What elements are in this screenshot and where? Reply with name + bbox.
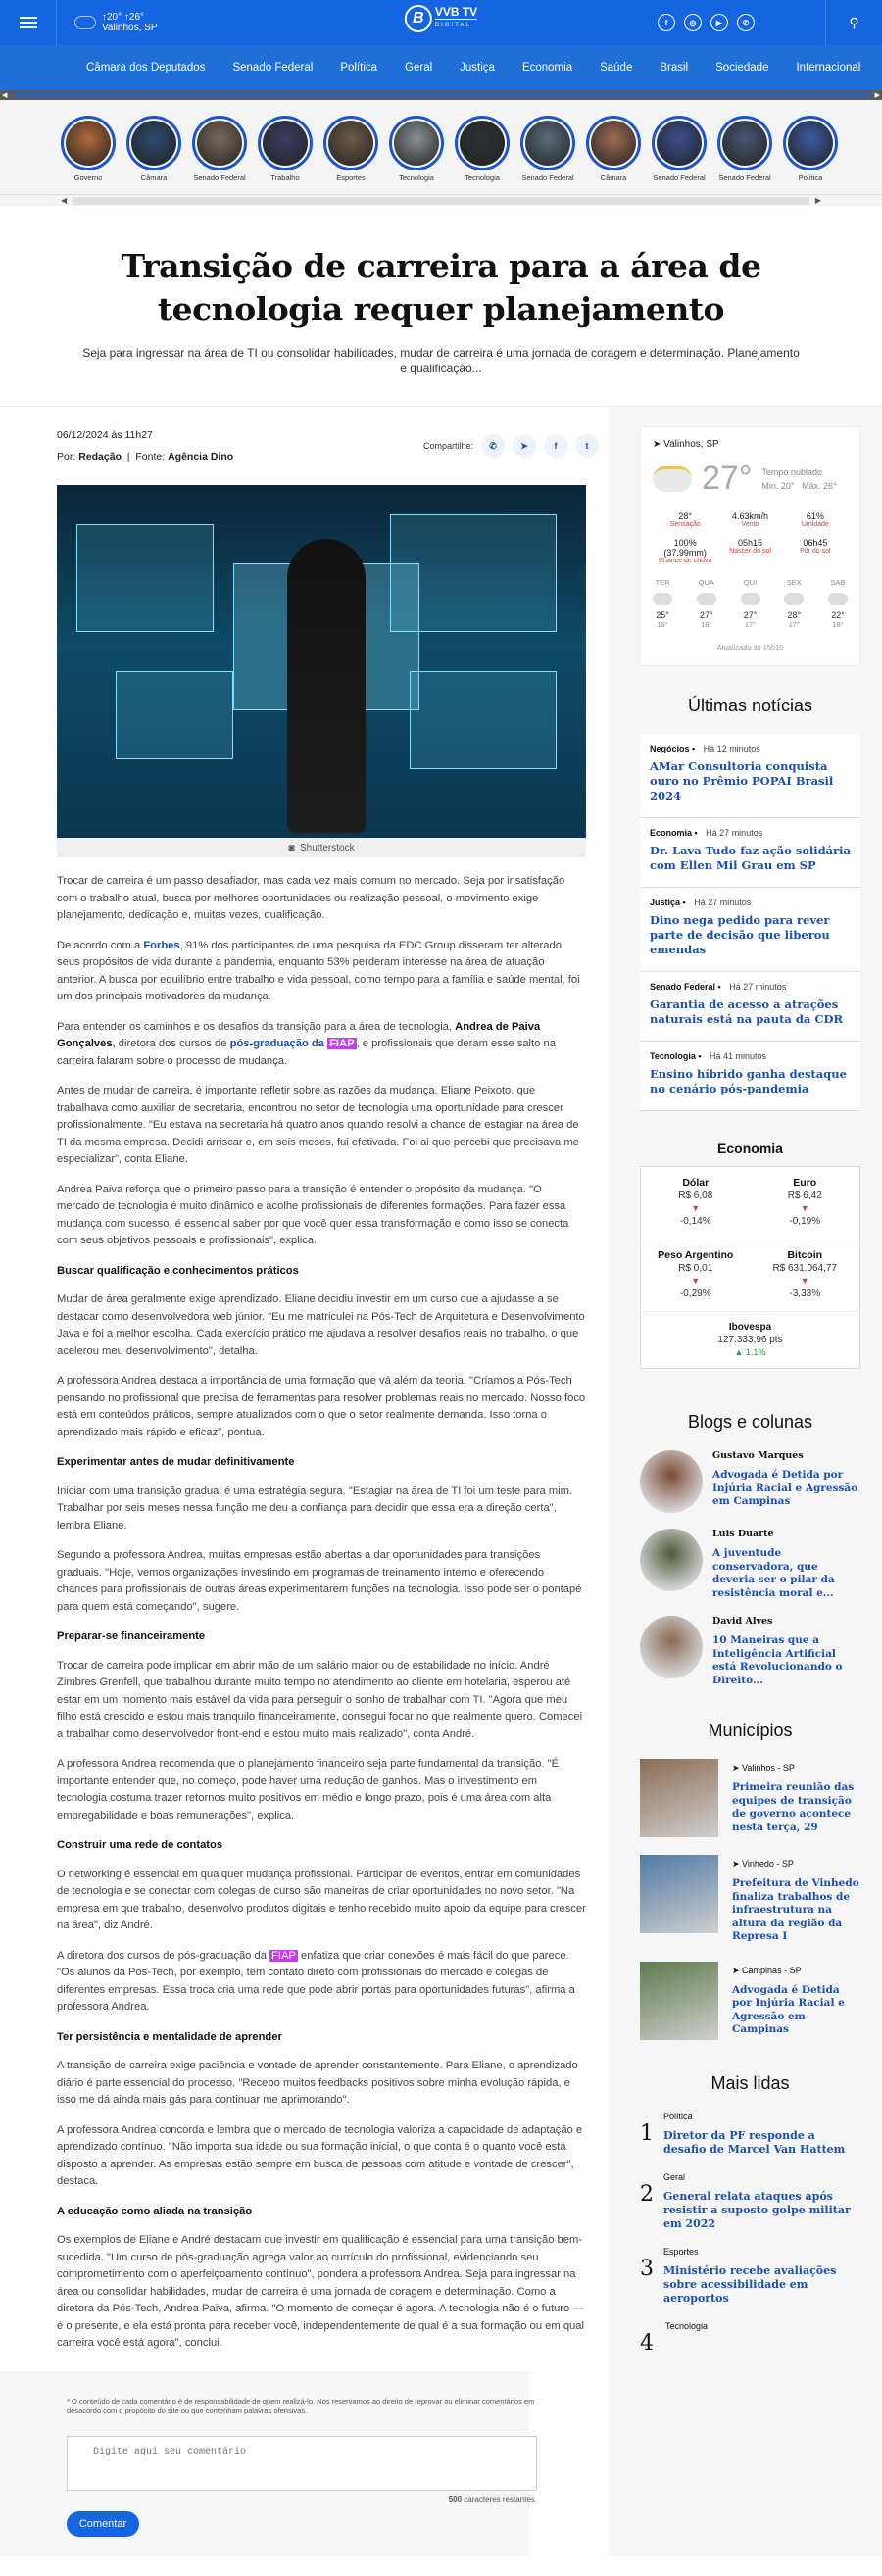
- forecast-day: [784, 578, 804, 629]
- article-image: [57, 485, 586, 838]
- ibovespa-name: Ibovespa: [728, 1322, 772, 1333]
- camera-icon: ◙: [288, 842, 300, 853]
- forecast-day: [653, 578, 672, 629]
- top-header: [0, 0, 882, 45]
- story-item[interactable]: [783, 116, 838, 194]
- news-title[interactable]: Dr. Lava Tudo faz ação solidária com Ellen Mil Grau em SP: [650, 844, 852, 872]
- nav-item[interactable]: Câmara dos Deputados: [86, 62, 206, 73]
- fiap-highlight: FIAP: [271, 1949, 296, 1962]
- currency-value: R$ 6,42: [787, 1191, 822, 1201]
- weather-stat-value: 28°: [678, 511, 692, 521]
- avatar: [640, 1616, 703, 1678]
- most-read-category: Tecnologia: [665, 2320, 709, 2331]
- nav-item[interactable]: Justiça: [460, 62, 495, 73]
- news-title[interactable]: Garantia de acesso a atrações naturais está na pauta da CDR: [650, 997, 844, 1026]
- telegram-share-icon[interactable]: ➤: [513, 434, 536, 458]
- story-item[interactable]: [126, 116, 181, 194]
- rank-number: 3: [640, 2256, 654, 2281]
- most-read-category: Esportes: [663, 2246, 699, 2257]
- weather-desc: Tempo nublado: [761, 466, 822, 477]
- section-heading: A educação como aliada na transição: [57, 2205, 253, 2217]
- comments-notice: * O conteúdo de cada comentário é de responsabilidade de quem realizá-lo. Nos reservamos ao direito de reprovar ou eliminar comentários em desacordo com o propósito do site ou que contenham palavras ofensivas.: [67, 2396, 535, 2415]
- rank-number: 1: [640, 2120, 654, 2146]
- scroll-thumb[interactable]: [13, 92, 868, 98]
- avatar: [640, 1450, 703, 1513]
- forecast-low: 18°: [832, 620, 844, 629]
- facebook-share-icon[interactable]: f: [544, 434, 567, 458]
- municipios-title: Municípios: [708, 1721, 793, 1740]
- currency-value: R$ 6,08: [678, 1191, 713, 1201]
- story-label: Senado Federal: [653, 173, 706, 182]
- news-category: Tecnologia • Há 41 minutos: [650, 1051, 767, 1061]
- blog-item[interactable]: [640, 1616, 860, 1687]
- section-heading: Buscar qualificação e conhecimentos práticos: [57, 1264, 299, 1277]
- paragraph: A diretora dos cursos de pós-graduação da FIAP enfatiza que criar conexões é mais fácil do que parece. "Os alunos da Pós-Tech, por exemplo, têm contato direto com profissionais do mercado e colegas de diferentes empresas. Essa troca cria uma rede que pode abrir portas para oportunidades futuras", afirma a professora Andrea.: [57, 1949, 575, 2013]
- story-avatar: [323, 116, 378, 170]
- story-avatar: [783, 116, 838, 170]
- paragraph: A professora Andrea destaca a importância de uma formação que vá além da teoria. "Criamos a Pós-Tech pensando no profissional que precisa de ferramentas para resolver problemas reais no mercado. Nosso foco está em conteúdos práticos, sempre atualizados com o que o setor realmente demanda. Isso torna o aprendizado mais rápido e eficaz", pontua.: [57, 1375, 586, 1438]
- location-icon: ➤: [732, 1763, 743, 1773]
- currency-change: ▼ -0,29%: [679, 1276, 711, 1299]
- forecast-day-name: QUI: [743, 578, 758, 587]
- rank-number: 4: [640, 2330, 654, 2356]
- weather-stat: [653, 511, 717, 528]
- paragraph: O networking é essencial em qualquer mudança profissional. Participar de eventos, entrar em comunidades de tecnologia e se conectar com colegas de curso são maneiras de criar oportunidades no novo setor. "Na empresa em que trabalho, desenvolvo produtos digitais e tenho recebido muito apoio da equipe para crescer na área", diz André.: [57, 1868, 586, 1931]
- forecast-high: 25°: [656, 610, 669, 620]
- logo-sub: DIGITAL: [435, 19, 477, 31]
- most-read-item[interactable]: [640, 2321, 860, 2356]
- economy-widget: [640, 1166, 860, 1369]
- blog-title[interactable]: 10 Maneiras que a Inteligência Artificial está Revolucionando o Direito...: [712, 1634, 843, 1686]
- section-heading: Ter persistência e mentalidade de aprender: [57, 2030, 282, 2043]
- blog-title[interactable]: A juventude conservadora, que deveria ser o pilar da resistência moral e...: [712, 1547, 835, 1599]
- search-icon: ⚲: [849, 14, 859, 30]
- weather-forecast: [653, 578, 848, 629]
- story-avatar: [652, 116, 707, 170]
- currency-item: [641, 1239, 751, 1312]
- most-read-item[interactable]: [640, 2172, 860, 2231]
- paragraph: Para entender os caminhos e os desafios da transição para a área de tecnologia, Andrea de Paiva Gonçalves, diretora dos cursos de pós-graduação da FIAP , e profissionais que deram esse salto na carreira falaram sobre o processo de mudança.: [57, 1020, 556, 1067]
- location-icon: ➤: [732, 1859, 743, 1869]
- forecast-high: 28°: [787, 610, 802, 620]
- blogs-list: [640, 1450, 860, 1687]
- rank-number: 2: [640, 2181, 654, 2207]
- forecast-low: 19°: [657, 620, 668, 629]
- whatsapp-icon[interactable]: ✆: [737, 14, 755, 31]
- news-title[interactable]: AMar Consultoria conquista ouro no Prêmio POPAI Brasil 2024: [650, 759, 834, 802]
- forecast-low: 17°: [788, 620, 800, 629]
- menu-button[interactable]: [0, 0, 57, 45]
- story-avatar: [61, 116, 116, 170]
- nav-item[interactable]: Brasil: [660, 62, 689, 73]
- story-label: Tecnologia: [399, 173, 434, 182]
- weather-stat-value: 4.63km/h: [731, 511, 768, 521]
- logo-main: VVB TV: [434, 5, 478, 19]
- weather-stat: [783, 538, 848, 564]
- story-item[interactable]: [258, 116, 313, 194]
- municipio-item[interactable]: [640, 1759, 860, 1837]
- ibovespa-change: ▲ 1.1%: [734, 1347, 766, 1357]
- weather-stat-label: Chance de chuva: [658, 558, 712, 564]
- hamburger-icon: [20, 14, 37, 31]
- story-avatar: [586, 116, 641, 170]
- currency-change: ▼ -0,14%: [679, 1203, 711, 1227]
- story-label: Senado Federal: [521, 173, 574, 182]
- nav-item[interactable]: Senado Federal: [232, 62, 314, 73]
- story-label: Tecnologia: [465, 173, 500, 182]
- pos-graduacao-link[interactable]: pós-graduação da FIAP: [229, 1038, 355, 1049]
- municipio-title[interactable]: Prefeitura de Vinhedo finaliza trabalhos de infraestrutura na altura da região da Represa I: [732, 1877, 859, 1942]
- nav-item[interactable]: Saúde: [600, 62, 633, 73]
- header-weather[interactable]: [74, 12, 158, 33]
- story-item[interactable]: [455, 116, 510, 194]
- nav-item[interactable]: Economia: [521, 62, 573, 73]
- story-avatar: [192, 116, 247, 170]
- story-label: Governo: [74, 173, 103, 182]
- cloud-icon: [828, 593, 848, 605]
- stories-strip: [0, 100, 882, 194]
- author-label: Por:: [57, 451, 76, 462]
- most-read-category: Geral: [663, 2171, 686, 2182]
- story-avatar: [258, 116, 313, 170]
- paragraph: Segundo a professora Andrea, muitas empresas estão abertas a dar oportunidades para transições graduais. "Hoje, vemos organizações investindo em programas de treinamento interno e oferecendo chances para profissionais de outras áreas experimentarem funções na tecnologia. Isso pode ser o pontapé para quem está começando", sugere.: [57, 1549, 582, 1613]
- forecast-day-name: QUA: [698, 578, 714, 587]
- char-counter: 500 caracteres restantes.: [448, 2494, 537, 2503]
- columnist-name: David Alves: [712, 1616, 773, 1627]
- municipio-thumbnail: [640, 1855, 718, 1933]
- currency-change: ▼ -0,19%: [789, 1203, 821, 1227]
- paragraph: Trocar de carreira pode implicar em abrir mão de um salário maior ou de estabilidade no início. André Zimbres Grenfell, que trabalhou durante muito tempo no atendimento ao cliente em hotelaria, esperou até estar em um momento mais estável da vida para perseguir o sonho de trabalhar com TI. "Agora que meu filho está crescido e estou mais tranquilo financeiramente, consegui focar no que realmente quero. Comecei a trabalhar como desenvolvedor front-end e estou muito mais realizado", conta André.: [57, 1659, 583, 1740]
- paragraph: Antes de mudar de carreira, é importante refletir sobre as razões da mudança. Eliane Peixoto, que trabalhava como auxiliar de secretaria, encontrou no setor de tecnologia uma oportunidade para crescer profissionalmente. "Eu estava na secretaria há quatro anos quando resolvi a chance de estagiar na área de TI da mesma empresa. Decidi arriscar e, em seis meses, fui efetivada. Foi ai que percebi que precisava me especializar", conta Eliane.: [57, 1085, 579, 1165]
- cloud-icon: [741, 593, 760, 605]
- news-time: Há 27 minutos: [729, 982, 787, 992]
- nav-scrollbar[interactable]: [0, 90, 882, 100]
- story-label: Trabalho: [270, 173, 300, 182]
- forbes-link[interactable]: Forbes: [143, 939, 180, 951]
- cloud-icon: [784, 593, 804, 605]
- currency-name: Bitcoin: [787, 1249, 823, 1261]
- nav-item[interactable]: Sociedade: [715, 62, 769, 73]
- news-item[interactable]: [640, 734, 860, 818]
- weather-stat-label: Sensação: [669, 521, 701, 528]
- forecast-day: [828, 578, 848, 629]
- article-meta: 06/12/2024 às 11h27 Por: Redação | Fonte: Agência Dino Compartilhe: ✆ ➤ f t: [57, 407, 609, 467]
- person-name: Andrea de Paiva Gonçalves: [57, 1020, 541, 1049]
- social-links: [658, 14, 755, 31]
- municipio-item[interactable]: [640, 1855, 860, 1944]
- weather-city: ➤ Valinhos, SP: [653, 439, 719, 450]
- youtube-icon[interactable]: ▶: [710, 14, 728, 31]
- logo-mark: B: [405, 5, 432, 32]
- ibovespa-value: 127.333,96 pts: [717, 1335, 783, 1345]
- paragraph: A professora Andrea concorda e lembra que o mercado de tecnologia valoriza a capacidade de adaptação e aprendizado contínuo. "Não importa sua idade ou sua formação inicial, o que conta é o quanto você está disposto a aprender. As empresas estão sempre em busca de pessoas com atitude e vontade de crescer", destaca.: [57, 2123, 583, 2187]
- story-avatar: [520, 116, 575, 170]
- municipio-title[interactable]: Advogada é Detida por Injúria Racial e Agressão em Campinas: [732, 1983, 845, 2035]
- weather-updated: Atualizado às 15h10: [716, 643, 784, 652]
- weather-stats: [653, 511, 848, 564]
- news-time: Há 41 minutos: [710, 1051, 767, 1061]
- currency-value: R$ 631.064,77: [772, 1263, 838, 1274]
- news-category: Economia • Há 27 minutos: [650, 828, 763, 838]
- blog-item[interactable]: [640, 1450, 860, 1513]
- weather-stat-label: Nascer do sol: [729, 548, 771, 555]
- paragraph: De acordo com a Forbes, 91% dos participantes de uma pesquisa da EDC Group disseram ter alterado seus propósitos de vida durante a pandemia, enquanto 53% perderam interesse na área de atuação anterior. A busca por equilíbrio entre trabalho e vida pessoal, como tempo para a família e saúde mental, foi um dos principais motivadores da mudança.: [57, 939, 580, 1002]
- stories-scrollbar[interactable]: [0, 194, 882, 206]
- story-label: Câmara: [140, 173, 168, 182]
- municipio-item[interactable]: [640, 1962, 860, 2040]
- forecast-high: 22°: [831, 610, 845, 620]
- news-category: Senado Federal • Há 27 minutos: [650, 982, 787, 992]
- municipio-location: ➤ Vinhedo - SP: [732, 1859, 794, 1869]
- currency-value: R$ 0,01: [678, 1263, 713, 1274]
- location-icon: ➤: [653, 439, 664, 450]
- location-icon: ➤: [732, 1965, 743, 1975]
- most-read-category: Política: [663, 2111, 693, 2121]
- search-button[interactable]: [825, 0, 882, 45]
- scroll-left-icon[interactable]: ◀: [61, 196, 68, 205]
- paragraph: Os exemplos de Eliane e André destacam que investir em qualificação é essencial para uma transição bem-sucedida. "Um curso de pós-graduação agrega valor ao currículo do profissional, evidenciando seu comprometimento com o aperfeiçoamento contínuo", pondera a professora Andrea. Seja para ingressar na área ou consolidar habilidades, mudar de carreira é uma jornada de coragem e determinação. Como a diretora da Pós-Tech, Andrea Paiva, afirma. "O momento de começar é agora. A tecnologia não é o futuro — é o presente, e ela está pronta para receber você, independentemente de qual é a sua formação ou em qual carreira você está agora", conclui.: [57, 2234, 584, 2349]
- news-title[interactable]: Ensino híbrido ganha destaque no cenário pós-pandemia: [650, 1067, 847, 1095]
- site-logo[interactable]: [405, 5, 477, 32]
- article-subtitle: Seja para ingressar na área de TI ou consolidar habilidades, mudar de carreira é uma jornada de coragem e determinação. Planejamento e qualificação...: [82, 346, 800, 375]
- story-label: Câmara: [600, 173, 627, 182]
- section-heading: Preparar-se financeiramente: [57, 1630, 206, 1642]
- currency-name: Peso Argentino: [658, 1249, 734, 1261]
- forecast-day-name: TER: [655, 578, 670, 587]
- comment-input[interactable]: [67, 2436, 537, 2491]
- cloud-icon: [653, 593, 672, 605]
- news-time: Há 27 minutos: [706, 828, 763, 838]
- story-label: Senado Federal: [718, 173, 771, 182]
- scroll-left-icon[interactable]: ◀: [2, 92, 8, 99]
- image-caption: [57, 838, 586, 857]
- facebook-icon[interactable]: f: [658, 14, 675, 31]
- news-item[interactable]: [640, 972, 860, 1042]
- story-item[interactable]: [323, 116, 378, 194]
- news-category: Justiça • Há 27 minutos: [650, 898, 752, 907]
- caption-text: Shutterstock: [300, 842, 355, 853]
- weather-widget: [640, 426, 860, 666]
- paragraph: Mudar de área geralmente exige aprendizado. Eliane decidiu investir em um curso que a ajudasse a se destacar como desenvolvedora web júnior. "Eu me matriculei na Pós-Tech de Arquitetura e Desenvolvimento Java e foi a melhor escolha. Cada exercício prático me ajudava a resolver desafios reais no trabalho, o que acelerou meu desenvolvimento", detalha.: [57, 1293, 585, 1357]
- municipio-location: ➤ Valinhos - SP: [732, 1763, 795, 1773]
- story-label: Senado Federal: [193, 173, 246, 182]
- weather-stat-label: Vento: [741, 521, 760, 528]
- weather-stat-value: 06h45: [803, 538, 828, 548]
- forecast-day-name: SEX: [786, 578, 802, 587]
- story-item[interactable]: [520, 116, 575, 194]
- news-time: Há 27 minutos: [694, 898, 752, 907]
- currency-item: [751, 1167, 860, 1239]
- article-column: [0, 407, 609, 2556]
- sidebar: [609, 407, 882, 2556]
- forecast-day: [741, 578, 760, 629]
- weather-stat-label: Umidade: [801, 521, 829, 528]
- municipio-location: ➤ Campinas - SP: [732, 1965, 802, 1975]
- nav-item[interactable]: Geral: [405, 62, 433, 73]
- section-heading: Experimentar antes de mudar definitivamente: [57, 1456, 295, 1468]
- weather-stat: [717, 538, 782, 564]
- header-weather-city: Valinhos, SP: [102, 23, 158, 33]
- news-time: Há 12 minutos: [703, 744, 760, 753]
- story-item[interactable]: [61, 116, 116, 194]
- story-avatar: [389, 116, 444, 170]
- municipio-title[interactable]: Primeira reunião das equipes de transição de governo acontece nesta terça, 29: [732, 1781, 855, 1833]
- story-item[interactable]: [192, 116, 247, 194]
- latest-news-list: [640, 734, 860, 1111]
- weather-temp: 27°: [702, 460, 753, 497]
- blog-title[interactable]: Advogada é Detida por Injúria Racial e Agressão em Campinas: [712, 1469, 858, 1507]
- currency-item: [641, 1167, 751, 1239]
- news-item[interactable]: [640, 888, 860, 972]
- forecast-day-name: SAB: [830, 578, 846, 587]
- columnist-name: Gustavo Marques: [712, 1450, 804, 1461]
- author-name: Redação: [78, 451, 122, 462]
- blog-item[interactable]: [640, 1529, 860, 1600]
- paragraph: A transição de carreira exige paciência e vontade de aprender constantemente. Para Eliane, o aprendizado diário é parte essencial do processo. "Recebo muitos feedbacks positivos sobre minha evolução rápida, e isso me dá ainda mais gás para continuar me aprimorando".: [57, 2060, 578, 2106]
- share-label: Compartilhe:: [422, 441, 473, 451]
- economy-title: Economia: [717, 1141, 783, 1156]
- comments-section: [0, 2372, 537, 2556]
- section-heading: Construir uma rede de contatos: [57, 1839, 223, 1851]
- currency-item: [751, 1239, 860, 1312]
- share-bar: [423, 424, 599, 467]
- avatar: [640, 1529, 703, 1591]
- most-read-title[interactable]: General relata ataques após resistir a suposto golpe militar em 2022: [663, 2189, 851, 2230]
- story-item[interactable]: [586, 116, 641, 194]
- currency-name: Dólar: [682, 1177, 710, 1189]
- forecast-low: 18°: [701, 620, 712, 629]
- blogs-title: Blogs e colunas: [687, 1412, 813, 1432]
- paragraph: Iniciar com uma transição gradual é uma estratégia segura. "Estagiar na área de TI foi um teste para mim. Trabalhar por seis meses nessa função me deu a confiança para decidir que essa era a direção certa", lembra Eliane.: [57, 1484, 573, 1531]
- news-title[interactable]: Dino nega pedido para rever parte de decisão que liberou emendas: [650, 913, 830, 956]
- municipio-thumbnail: [640, 1759, 718, 1837]
- forecast-day: [697, 578, 716, 629]
- forecast-high: 27°: [743, 610, 758, 620]
- nav-item[interactable]: Política: [340, 62, 378, 73]
- weather-stat: [783, 511, 848, 528]
- forecast-high: 27°: [699, 610, 713, 620]
- news-item[interactable]: [640, 818, 860, 888]
- cloud-icon: [697, 593, 716, 605]
- person-silhouette: [287, 539, 366, 833]
- story-item[interactable]: [717, 116, 772, 194]
- article-header: [0, 206, 882, 407]
- weather-stat-value: 61%: [806, 511, 824, 521]
- instagram-icon[interactable]: ◎: [684, 14, 702, 31]
- source-name: Agência Dino: [168, 451, 234, 462]
- most-read-title: Mais lidas: [710, 2072, 790, 2093]
- weather-min: Min. 20°: [761, 480, 795, 491]
- article-date: 06/12/2024 às 11h27: [57, 429, 153, 441]
- weather-stat-value: 100% (37.99mm): [663, 538, 707, 558]
- story-label: Política: [798, 173, 823, 182]
- nav-item[interactable]: Internacional: [796, 62, 861, 73]
- weather-max: Máx. 26°: [802, 480, 837, 491]
- story-label: Esportes: [336, 173, 366, 182]
- comment-submit-button[interactable]: Comentar: [67, 2511, 139, 2537]
- article-body: [57, 857, 586, 2353]
- story-avatar: [126, 116, 181, 170]
- story-avatar: [717, 116, 772, 170]
- article-title: Transição de carreira para a área de tecnologia requer planejamento: [121, 247, 761, 328]
- municipio-thumbnail: [640, 1962, 718, 2040]
- cloud-icon: [74, 16, 96, 29]
- scroll-track[interactable]: [73, 197, 809, 205]
- scroll-right-icon[interactable]: ▶: [874, 92, 880, 99]
- twitter-share-icon[interactable]: t: [575, 434, 599, 458]
- most-read-list: [640, 2112, 860, 2356]
- currency-name: Euro: [793, 1177, 817, 1189]
- currency-change: ▼ -3,33%: [789, 1276, 821, 1299]
- weather-stat: [717, 511, 782, 528]
- source-label: Fonte:: [135, 451, 166, 462]
- whatsapp-share-icon[interactable]: ✆: [481, 434, 505, 458]
- story-item[interactable]: [389, 116, 444, 194]
- news-category: Negócios • Há 12 minutos: [650, 744, 760, 753]
- story-item[interactable]: [652, 116, 707, 194]
- header-weather-temps: ↑20° ↑26°: [102, 12, 145, 23]
- paragraph: A professora Andrea recomenda que o planejamento financeiro seja parte fundamental da transição. "É importante entender que, no começo, pode haver uma redução de ganhos. Mas o investimento em tecnologia costuma trazer retornos muito positivos em médio e longo prazo, pois é uma área com alta empregabilidade e boas remunerações", explica.: [57, 1758, 560, 1822]
- most-read-title[interactable]: Diretor da PF responde a desafio de Marcel Van Hattem: [663, 2128, 846, 2156]
- weather-stat: [653, 538, 717, 564]
- most-read-item[interactable]: [640, 2112, 860, 2157]
- news-item[interactable]: [640, 1042, 860, 1111]
- columnist-name: Luis Duarte: [712, 1529, 774, 1539]
- story-avatar: [455, 116, 510, 170]
- cloud-sun-icon: [653, 466, 692, 492]
- paragraph: Andrea Paiva reforça que o primeiro passo para a transição é entender o propósito da mudança. "O mercado de tecnologia é muito dinâmico e acolhe profissionais de diferentes formações. Para fazer essa mudança com sucesso, é essencial saber por que você quer essa transformação e como isso se conecta com seus objetivos pessoais e profissionais", explica.: [57, 1183, 569, 1246]
- scroll-right-icon[interactable]: ▶: [814, 196, 821, 205]
- latest-news-title: Últimas notícias: [687, 696, 813, 715]
- weather-stat-value: 05h15: [737, 538, 762, 548]
- most-read-title[interactable]: Ministério recebe avaliações sobre acessibilidade em aeroportos: [663, 2263, 837, 2305]
- forecast-low: 17°: [744, 620, 757, 629]
- weather-stat-label: Pôr do sol: [800, 548, 831, 555]
- most-read-item[interactable]: [640, 2247, 860, 2306]
- paragraph: Trocar de carreira é um passo desafiador, mas cada vez mais comum no mercado. Seja por insatisfação com o trabalho atual, busca por melhores oportunidades ou realização pessoal, o movimento exige planejamento, dedicação e, muitas vezes, qualificação.: [57, 875, 565, 921]
- municipios-list: [640, 1759, 860, 2040]
- main-nav: [0, 45, 882, 90]
